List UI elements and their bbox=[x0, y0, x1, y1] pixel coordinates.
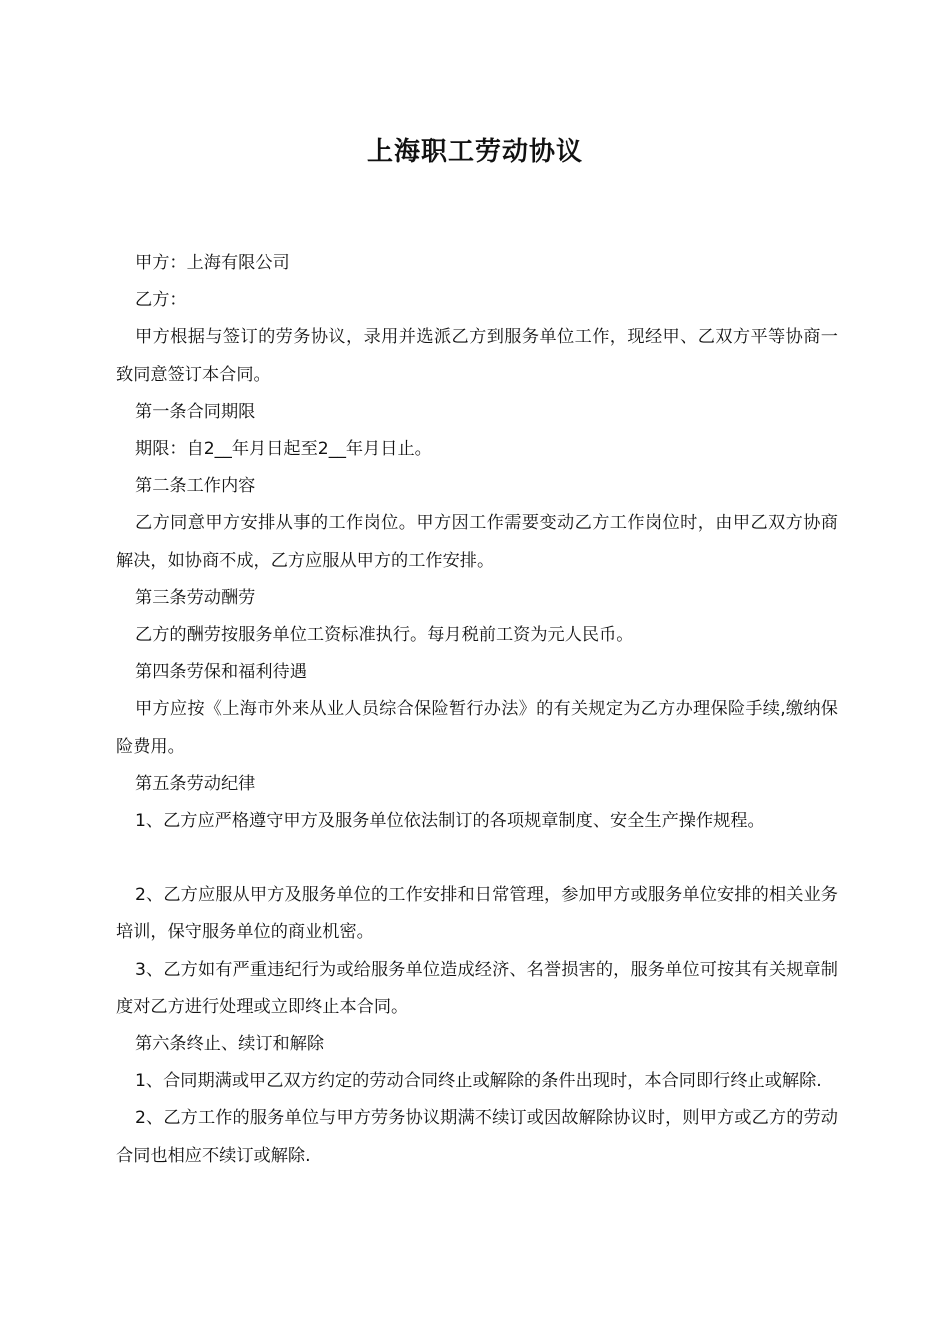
party-b-line: 乙方： bbox=[135, 290, 187, 311]
article-2-content: 乙方同意甲方安排从事的工作岗位。甲方因工作需要变动乙方工作岗位时，由甲乙双方协商解决，如协商不成，乙方应服从甲方的工作安排。 bbox=[116, 513, 838, 571]
article-6-item-2: 2、乙方工作的服务单位与甲方劳务协议期满不续订或因故解除协议时，则甲方或乙方的劳动合同也相应不续订或解除. bbox=[116, 1108, 838, 1166]
article-4-content: 甲方应按《上海市外来从业人员综合保险暂行办法》的有关规定为乙方办理保险手续,缴纳保险费用。 bbox=[116, 699, 838, 757]
article-5-heading: 第五条劳动纪律 bbox=[135, 773, 256, 794]
article-2-heading: 第二条工作内容 bbox=[135, 476, 256, 497]
article-4-heading: 第四条劳保和福利待遇 bbox=[135, 662, 307, 683]
document-title: 上海职工劳动协议 bbox=[366, 137, 583, 167]
article-6-heading: 第六条终止、续订和解除 bbox=[135, 1034, 325, 1055]
document-body bbox=[116, 245, 838, 1175]
paragraph-spacer bbox=[116, 840, 838, 877]
article-5-item-2: 2、乙方应服从甲方及服务单位的工作安排和日常管理，参加甲方或服务单位安排的相关业务培训，保守服务单位的商业机密。 bbox=[116, 885, 838, 943]
article-3-content: 乙方的酬劳按服务单位工资标准执行。每月税前工资为元人民币。 bbox=[135, 625, 634, 646]
party-a-line: 甲方：上海有限公司 bbox=[135, 253, 290, 273]
article-1-heading: 第一条合同期限 bbox=[135, 401, 256, 422]
article-5-item-3: 3、乙方如有严重违纪行为或给服务单位造成经济、名誉损害的，服务单位可按其有关规章制度对乙方进行处理或立即终止本合同。 bbox=[116, 959, 838, 1017]
article-1-term: 期限：自2__年月日起至2__年月日止。 bbox=[135, 439, 432, 460]
article-5-item-1: 1、乙方应严格遵守甲方及服务单位依法制订的各项规章制度、安全生产操作规程。 bbox=[135, 811, 765, 832]
preamble-paragraph: 甲方根据与签订的劳务协议，录用并选派乙方到服务单位工作，现经甲、乙双方平等协商一致同意签订本合同。 bbox=[116, 327, 838, 385]
article-3-heading: 第三条劳动酬劳 bbox=[135, 587, 256, 608]
article-6-item-1: 1、合同期满或甲乙双方约定的劳动合同终止或解除的条件出现时，本合同即行终止或解除. bbox=[135, 1071, 822, 1092]
